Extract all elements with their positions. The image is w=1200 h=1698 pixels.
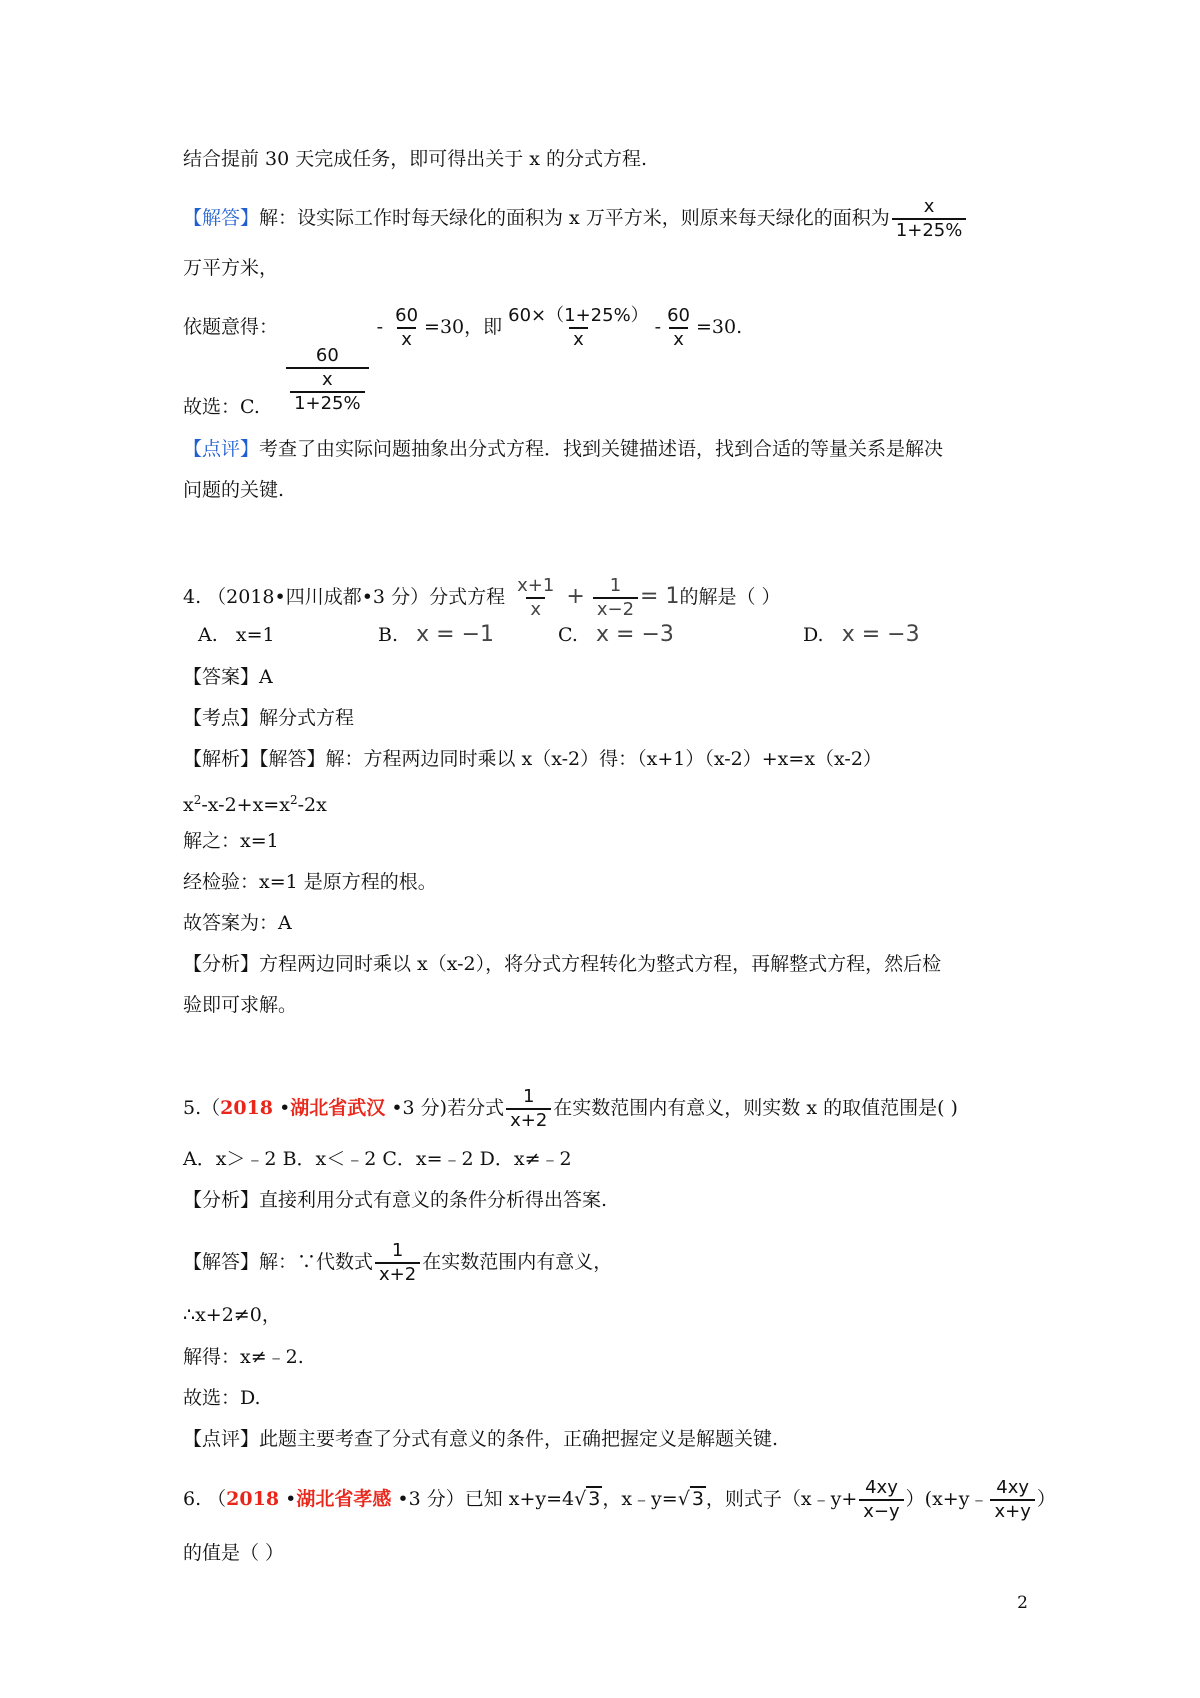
inner-numerator: x (322, 369, 333, 390)
fraction-numerator: 1 (522, 1086, 535, 1107)
minus: - (654, 316, 662, 338)
step-line (183, 1344, 304, 1370)
fraction (663, 305, 694, 351)
step-line (183, 910, 292, 936)
text: 故选：D. (183, 1387, 261, 1409)
text: 经检验：x=1 是原方程的根。 (183, 871, 437, 893)
text: 【分析】方程两边同时乘以 x（x-2），将分式方程转化为整式方程，再解整式方程，然后检 (183, 953, 942, 975)
option-value: x = −1 (416, 622, 495, 647)
fraction-numerator: 1 (609, 575, 622, 596)
fraction-numerator: 4xy (996, 1477, 1030, 1498)
option-label: D. (803, 624, 824, 646)
fraction-denominator: x (397, 327, 416, 351)
text: 【考点】解分式方程 (183, 707, 355, 729)
fraction (593, 575, 638, 621)
paragraph-line (183, 146, 647, 172)
text: ∴x+2≠0， (183, 1304, 281, 1326)
text: 解：设实际工作时每天绿化的面积为 x 万平方米，则原来每天绿化的面积为 (259, 207, 890, 229)
tag-comment: 【点评】 (183, 438, 260, 460)
text: 【点评】此题主要考查了分式有意义的条件，正确把握定义是解题关键. (183, 1428, 779, 1450)
text: =30，即 (424, 316, 503, 338)
year: 2018 (226, 1488, 280, 1510)
option-label: B. (378, 624, 399, 646)
fraction (375, 1240, 420, 1286)
radicand: 3 (691, 1488, 704, 1510)
fraction-numerator: x (923, 196, 935, 217)
tag-solution: 【解答】 (183, 207, 260, 229)
fraction-denominator: x (526, 597, 545, 621)
page-number: 2 (1017, 1593, 1028, 1613)
fraction-numerator: 4xy (865, 1477, 898, 1498)
question-5-stem (183, 1086, 958, 1132)
text: ） (1036, 1488, 1056, 1510)
paragraph-line (183, 255, 278, 281)
text: 【答案】A (183, 666, 273, 688)
fraction (506, 1086, 551, 1132)
option-d (803, 622, 920, 648)
superscript: 2 (289, 793, 298, 807)
text: 【解析】【解答】解：方程两边同时乘以 x（x-2）得：（x+1）（x-2）+x=x（x-2） (183, 748, 882, 770)
text: 故答案为：A (183, 912, 292, 934)
text: 故选：C. (183, 396, 260, 418)
option-c (558, 622, 674, 648)
answer-line (183, 664, 273, 690)
option-label: A. (198, 624, 218, 646)
step-line (183, 828, 279, 854)
comment-line (183, 436, 943, 462)
tag-solution: 【解答】 (183, 1251, 260, 1273)
text: • (279, 1488, 297, 1510)
fraction-numerator: 60 (315, 345, 339, 366)
analysis-line (183, 951, 941, 977)
fraction-numerator: 60 (395, 305, 419, 326)
fraction-denominator: x+2 (506, 1108, 551, 1132)
text: ，x﹣y= (602, 1488, 678, 1510)
text: A．x＞﹣2 B．x＜﹣2 C．x=﹣2 D．x≠﹣2 (183, 1148, 572, 1170)
minus: - (376, 316, 384, 338)
analysis-line (183, 746, 882, 772)
fraction-numerator: 60×（1+25%） (508, 305, 649, 326)
equation-line (183, 305, 742, 415)
option-label: C. (558, 624, 578, 646)
fraction (990, 1477, 1034, 1523)
text: 结合提前 30 天完成任务，即可得出关于 x 的分式方程. (183, 148, 648, 170)
option-a (198, 622, 275, 648)
fraction-denominator (286, 367, 369, 415)
text: 的解是（ ） (679, 586, 781, 608)
text: 在实数范围内有意义，则实数 x 的取值范围是( ) (553, 1097, 958, 1119)
text: 【分析】直接利用分式有意义的条件分析得出答案. (183, 1189, 608, 1211)
text: 的值是（ ） (183, 1542, 285, 1564)
text: 万平方米， (183, 257, 279, 279)
text: 解之：x=1 (183, 830, 279, 852)
solution-line (183, 196, 968, 242)
text: 4. （2018•四川成都•3 分）分式方程 (183, 586, 506, 608)
option-value: x=1 (235, 624, 275, 646)
fraction-numerator: 1 (391, 1240, 404, 1261)
fraction (892, 196, 967, 242)
year: 2018 (220, 1097, 274, 1119)
place: 湖北省武汉 (290, 1097, 386, 1119)
superscript: 2 (193, 793, 202, 807)
fraction (513, 575, 558, 621)
step-line (183, 1385, 261, 1411)
analysis-line (183, 1187, 607, 1213)
text: -x-2+x=x (201, 794, 290, 816)
fraction-denominator: 1+25% (892, 218, 967, 242)
fraction-denominator: x (569, 327, 588, 351)
text: 解得：x≠﹣2. (183, 1346, 304, 1368)
text: x (183, 794, 194, 816)
point-line (183, 705, 354, 731)
question-6-stem (183, 1477, 1056, 1523)
fraction-numerator: 60 (667, 305, 690, 326)
option-value: x = −3 (841, 622, 920, 647)
text: •3 分）已知 x+y=4 (391, 1488, 575, 1510)
text: • (273, 1097, 291, 1119)
text: 验即可求解。 (183, 994, 298, 1016)
square-root: √ 3 (574, 1488, 601, 1510)
step-line (183, 787, 327, 818)
option-b (378, 622, 494, 648)
paragraph-line (183, 477, 284, 503)
option-value: x = −3 (596, 622, 674, 647)
analysis-line (183, 992, 297, 1018)
fraction (504, 305, 653, 351)
text: ）(x+y﹣ (905, 1488, 989, 1510)
step-line (183, 1302, 281, 1328)
paragraph-line (183, 394, 260, 420)
comment-line (183, 1426, 778, 1452)
square-root: √ 3 (677, 1488, 704, 1510)
text: ，则式子（x﹣y+ (705, 1488, 858, 1510)
text: 依题意得： (183, 316, 279, 338)
place: 湖北省孝感 (296, 1488, 392, 1510)
solution-line (183, 1240, 612, 1286)
fraction-denominator: x (669, 327, 688, 351)
text: -2x (297, 794, 327, 816)
fraction (391, 305, 422, 351)
text: 6. （ (183, 1488, 227, 1510)
text: •3 分)若分式 (385, 1097, 505, 1119)
complex-fraction (286, 345, 369, 415)
text: 问题的关键. (183, 479, 285, 501)
text: 在实数范围内有意义， (422, 1251, 613, 1273)
text: 解：∵代数式 (259, 1251, 374, 1273)
equals-one: = 1 (640, 584, 680, 609)
fraction-denominator: x+2 (375, 1262, 420, 1286)
fraction (859, 1477, 903, 1523)
question-4-stem (183, 575, 781, 621)
options-line (183, 1146, 572, 1172)
text: 考查了由实际问题抽象出分式方程．找到关键描述语，找到合适的等量关系是解决 (259, 438, 944, 460)
fraction-denominator: x−2 (593, 597, 638, 621)
step-line (183, 869, 437, 895)
fraction-numerator: x+1 (517, 575, 555, 596)
text: =30. (696, 316, 743, 338)
text: 5.（ (183, 1097, 221, 1119)
plus: + (566, 584, 585, 609)
radicand: 3 (588, 1488, 601, 1510)
fraction-denominator: x−y (859, 1499, 903, 1523)
inner-denominator: 1+25% (290, 391, 365, 415)
fraction-denominator: x+y (990, 1499, 1034, 1523)
paragraph-line (183, 1540, 284, 1566)
